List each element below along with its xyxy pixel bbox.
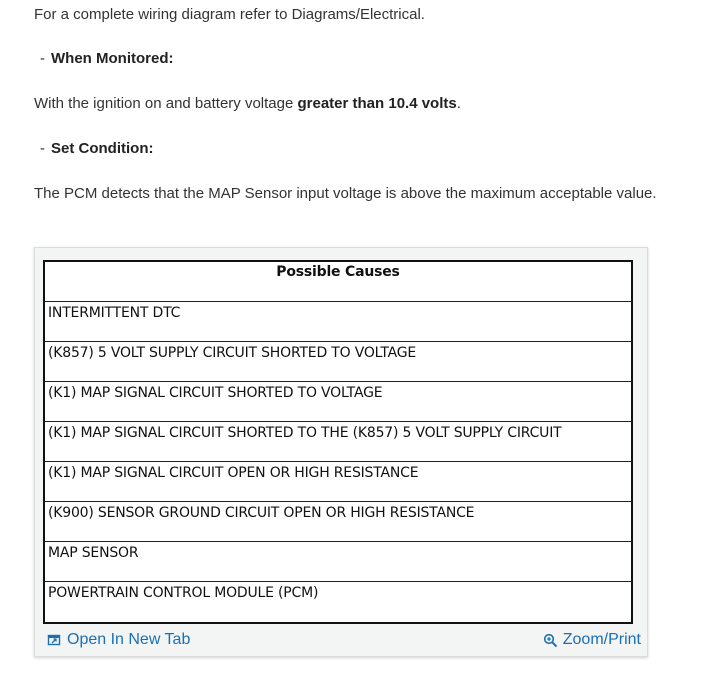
table-row: (K1) MAP SIGNAL CIRCUIT SHORTED TO THE (K857) 5 VOLT SUPPLY CIRCUIT	[45, 422, 631, 462]
table-row: (K900) SENSOR GROUND CIRCUIT OPEN OR HIGH RESISTANCE	[45, 502, 631, 542]
magnifier-icon	[543, 633, 558, 648]
heading-dash: -	[40, 50, 45, 67]
when-monitored-text	[34, 95, 461, 113]
intro-text: For a complete wiring diagram refer to Diagrams/Electrical.	[34, 6, 425, 23]
set-condition-text: The PCM detects that the MAP Sensor input voltage is above the maximum acceptable value.	[34, 185, 657, 202]
table-row: POWERTRAIN CONTROL MODULE (PCM)	[48, 585, 319, 601]
possible-causes-figure	[34, 247, 648, 657]
table-header: Possible Causes	[45, 262, 631, 302]
heading-label: Set Condition:	[51, 140, 154, 157]
table-row: (K1) MAP SIGNAL CIRCUIT OPEN OR HIGH RESISTANCE	[45, 462, 631, 502]
when-monitored-heading	[40, 50, 173, 68]
table-row: INTERMITTENT DTC	[45, 302, 631, 342]
open-in-new-tab-label[interactable]: Open In New Tab	[67, 631, 191, 648]
text-after: .	[456, 95, 461, 112]
zoom-print-label[interactable]: Zoom/Print	[562, 631, 641, 648]
heading-dash: -	[40, 140, 45, 157]
possible-causes-table	[43, 260, 633, 624]
table-row: (K1) MAP SIGNAL CIRCUIT SHORTED TO VOLTAGE	[45, 382, 631, 422]
text-before: With the ignition on and battery voltage	[34, 95, 298, 112]
table-row: (K857) 5 VOLT SUPPLY CIRCUIT SHORTED TO VOLTAGE	[45, 342, 631, 382]
open-in-new-tab-link[interactable]	[47, 631, 190, 649]
text-bold-voltage: greater than 10.4 volts	[297, 95, 457, 112]
open-new-tab-icon	[47, 633, 62, 648]
table-row: MAP SENSOR	[45, 542, 631, 582]
zoom-print-link[interactable]	[543, 631, 641, 649]
heading-label: When Monitored:	[51, 50, 174, 67]
set-condition-heading	[40, 140, 153, 158]
